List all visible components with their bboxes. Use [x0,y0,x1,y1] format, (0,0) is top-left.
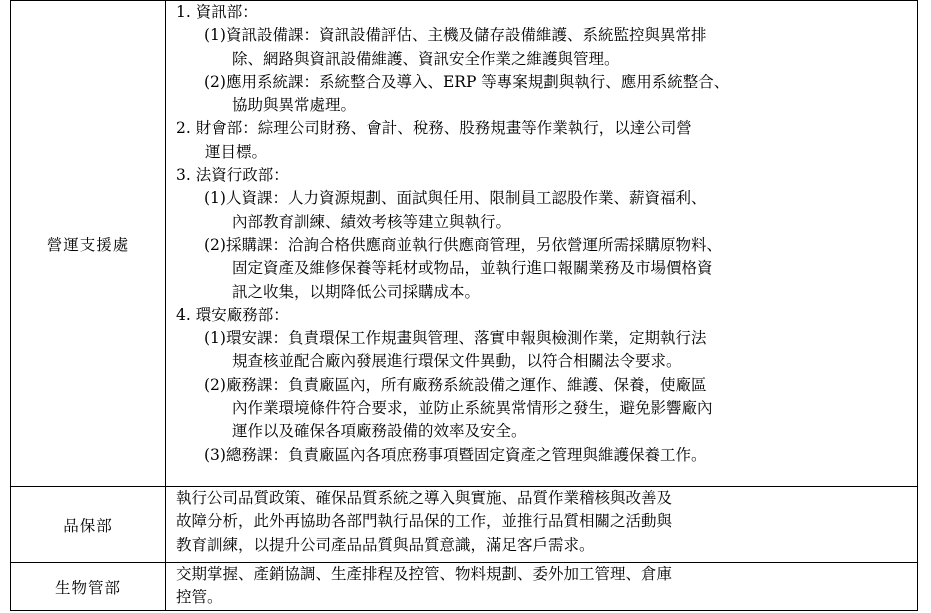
department-name-cell: 營運支援處 [11,1,166,487]
table-row [11,487,918,563]
text-line: 1. 資訊部： [176,3,258,21]
department-responsibility-table [10,0,918,611]
text-line: 2. 財會部：綜理公司財務、會計、稅務、股務規畫等作業執行，以達公司營 [176,119,692,138]
text-line: 內作業環境條件符合要求，並防止系統異常情形之發生，避免影響廠內 [232,399,713,418]
table-body [11,1,918,611]
text-line: 3. 法資行政部： [176,166,289,185]
responsibility-cell [166,563,918,611]
text-line: 協助與異常處理。 [232,96,357,115]
text-line: 交期掌握、產銷協調、生產排程及控管、物料規劃、委外加工管理、倉庫 [176,565,673,583]
text-line: (1)資訊設備課：資訊設備評估、主機及儲存設備維護、系統監控與異常排 [204,26,707,45]
text-line: (1)環安課：負責環保工作規畫與管理、落實申報與檢測作業，定期執行法 [204,329,707,348]
responsibility-cell [166,1,918,487]
text-line: (2)採購課：洽詢合格供應商並執行供應商管理，另依營運所需採購原物料、 [204,235,722,254]
text-line: 訊之收集，以期降低公司採購成本。 [232,282,481,301]
text-line: 內部教育訓練、績效考核等建立與執行。 [232,212,512,231]
table-row [11,563,918,611]
text-line: (2)應用系統課：系統整合及導入、ERP 等專案規劃與執行、應用系統整合、 [204,72,730,91]
text-line: (1)人資課：人力資源規劃、面試與任用、限制員工認股作業、薪資福利、 [204,189,707,208]
text-line: 除、網路與資訊設備維護、資訊安全作業之維護與管理。 [232,49,620,68]
responsibility-cell [166,487,918,563]
department-name-cell: 生物管部 [11,563,166,611]
text-line: 教育訓練，以提升公司產品品質與品質意識，滿足客戶需求。 [176,535,595,554]
text-line: 運目標。 [205,142,268,161]
text-line: (3)總務課：負責廠區內各項庶務事項暨固定資產之管理與維護保養工作。 [204,445,707,464]
text-line: 故障分析，此外再協助各部門執行品保的工作，並推行品質相關之活動與 [176,512,673,531]
text-line: 運作以及確保各項廠務設備的效率及安全。 [232,422,527,441]
text-line: (2)廠務課：負責廠區內，所有廠務系統設備之運作、維護、保養，使廠區 [204,375,707,394]
table-row [11,1,918,487]
text-line: 4. 環安廠務部： [176,305,289,324]
text-line: 執行公司品質政策、確保品質系統之導入與實施、品質作業稽核與改善及 [176,489,673,507]
department-name-cell: 品保部 [11,487,166,563]
text-line: 固定資產及維修保養等耗材或物品，並執行進口報關業務及市場價格資 [232,259,713,278]
text-line: 控管。 [176,588,223,607]
text-line: 規查核並配合廠內發展進行環保文件異動，以符合相關法令要求。 [232,352,682,371]
